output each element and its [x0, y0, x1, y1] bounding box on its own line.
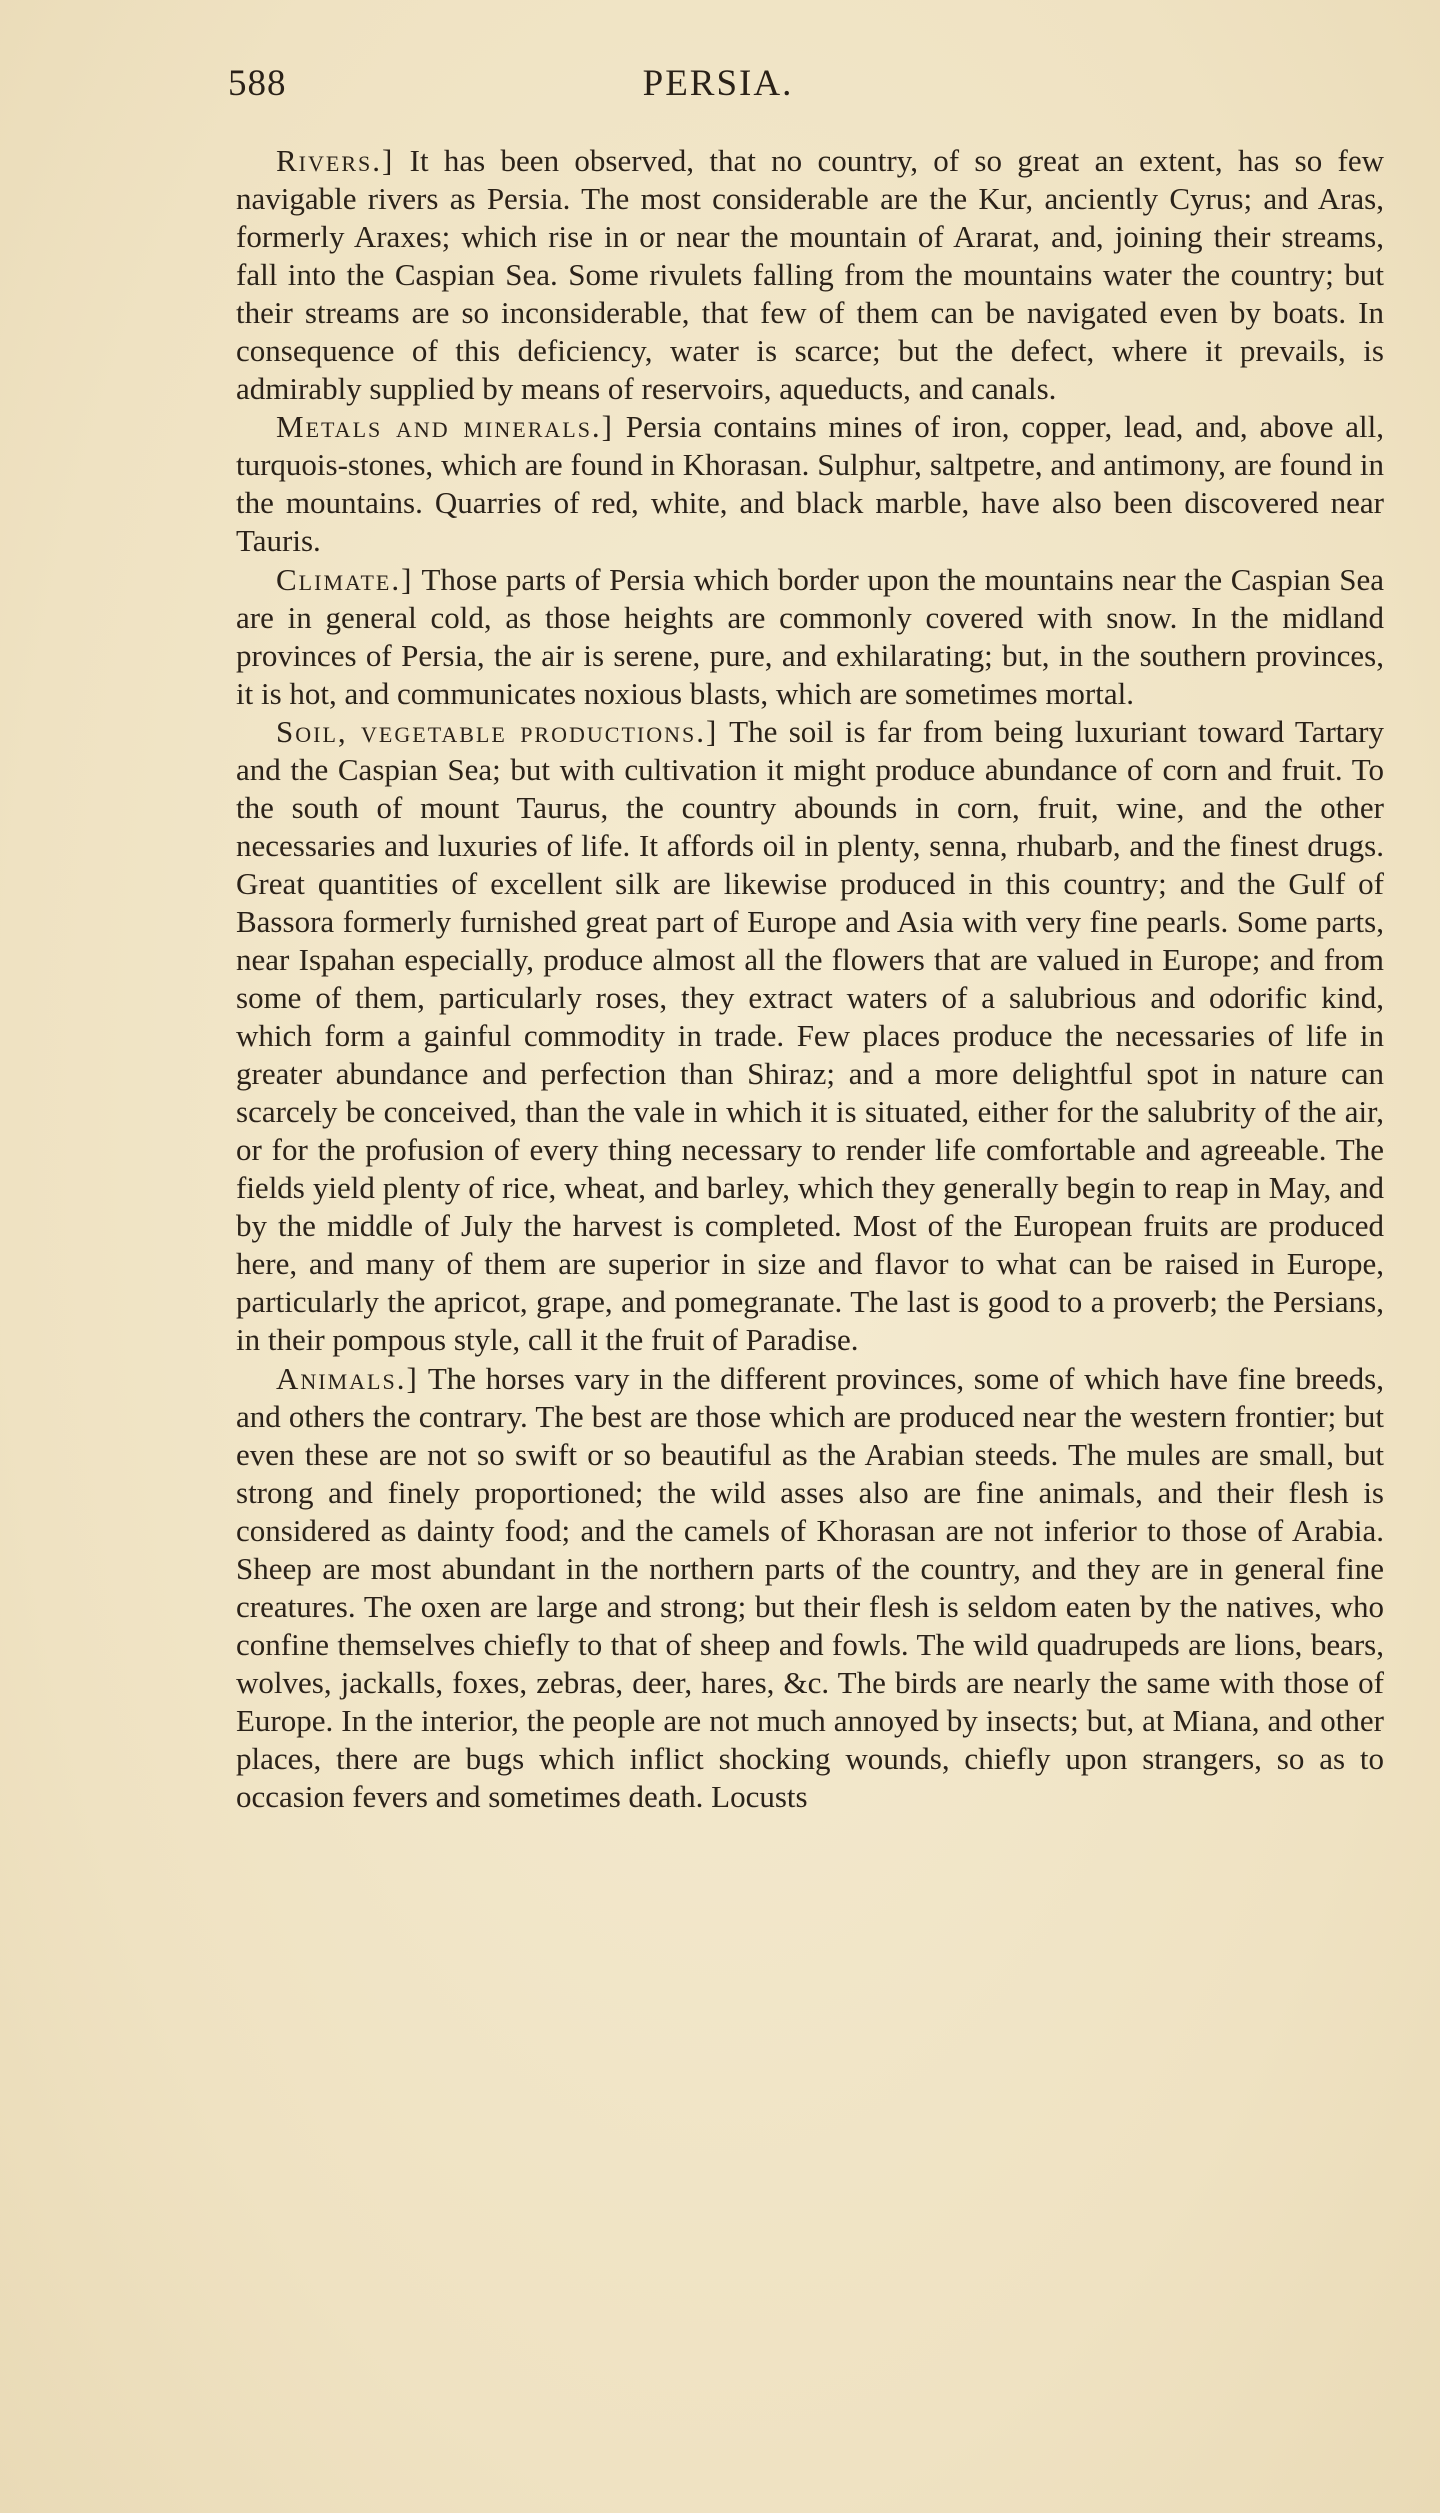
section-heading-soil-vegetable-productions: Soil, vegetable productions.] — [276, 713, 719, 749]
page-number: 588 — [228, 63, 287, 104]
body-text — [236, 142, 1384, 1816]
section-heading-animals: Animals.] — [276, 1360, 419, 1396]
running-title: PERSIA. — [642, 63, 794, 104]
paragraph-text-climate: Those parts of Persia which border upon the mountains near the Caspian Sea are in general cold, as those heights are commonly covered with snow. In the midland provinces of Persia, the air is serene, pure, and exhilarating; but, in the southern provinces, it is hot, and communicates noxious blasts, which are sometimes mortal. — [236, 561, 1384, 711]
paragraph-metals-and-minerals — [236, 408, 1384, 560]
paragraph-soil-vegetable-productions — [236, 713, 1384, 1360]
paragraph-text-soil-vegetable-productions: The soil is far from being luxuriant toward Tartary and the Caspian Sea; but with cultivation it might produce abundance of corn and fruit. To the south of mount Taurus, the country abounds in corn, fruit, wine, and the other necessaries and luxuries of life. It affords oil in plenty, senna, rhubarb, and the finest drugs. Great quantities of excellent silk are likewise produced in this country; and the Gulf of Bassora formerly furnished great part of Europe and Asia with very fine pearls. Some parts, near Ispahan especially, produce almost all the flowers that are valued in Europe; and from some of them, particularly roses, they extract waters of a salubrious and odorific kind, which form a gainful commodity in trade. Few places produce the necessaries of life in greater abundance and perfection than Shiraz; and a more delightful spot in nature can scarcely be conceived, than the vale in which it is situated, either for the salubrity of the air, or for the profusion of every thing necessary to render life comfortable and agreeable. The fields yield plenty of rice, wheat, and barley, which they generally begin to reap in May, and by the middle of July the harvest is completed. Most of the European fruits are produced here, and many of them are superior in size and flavor to what can be raised in Europe, particularly the apricot, grape, and pomegranate. The last is good to a proverb; the Persians, in their pompous style, call it the fruit of Paradise. — [236, 713, 1384, 1358]
paragraph-rivers — [236, 142, 1384, 408]
paragraph-text-animals: The horses vary in the different provinces, some of which have fine breeds, and others the contrary. The best are those which are produced near the western frontier; but even these are not so swift or so beautiful as the Arabian steeds. The mules are small, but strong and finely proportioned; the wild asses also are fine animals, and their flesh is considered as dainty food; and the camels of Khorasan are not inferior to those of Arabia. Sheep are most abundant in the northern parts of the country, and they are in general fine creatures. The oxen are large and strong; but their flesh is seldom eaten by the natives, who confine themselves chiefly to that of sheep and fowls. The wild quadrupeds are lions, bears, wolves, jackalls, foxes, zebras, deer, hares, &c. The birds are nearly the same with those of Europe. In the interior, the people are not much annoyed by insects; but, at Miana, and other places, there are bugs which inflict shocking wounds, chiefly upon strangers, so as to occasion fevers and sometimes death. Locusts — [236, 1360, 1384, 1815]
section-heading-rivers: Rivers.] — [276, 143, 395, 178]
paragraph-text-metals-and-minerals: Persia contains mines of iron, copper, lead, and, above all, turquois-stones, which are found in Khorasan. Sulphur, saltpetre, and antimony, are found in the mountains. Quarries of red, white, and black marble, have also been discovered near Tauris. — [236, 409, 1384, 559]
section-heading-climate: Climate.] — [276, 561, 414, 597]
paragraph-text-rivers: It has been observed, that no country, of so great an extent, has so few navigable rivers as Persia. The most considerable are the Kur, anciently Cyrus; and Aras, formerly Araxes; which rise in or near the mountain of Ararat, and, joining their streams, fall into the Caspian Sea. Some rivulets falling from the mountains water the country; but their streams are so inconsiderable, that few of them can be navigated even by boats. In consequence of this deficiency, water is scarce; but the defect, where it prevails, is admirably supplied by means of reservoirs, aqueducts, and canals. — [236, 143, 1384, 407]
section-heading-metals-and-minerals: Metals and minerals.] — [276, 409, 614, 445]
paragraph-climate — [236, 561, 1384, 713]
paragraph-animals — [236, 1360, 1384, 1817]
page-header — [228, 62, 1208, 122]
